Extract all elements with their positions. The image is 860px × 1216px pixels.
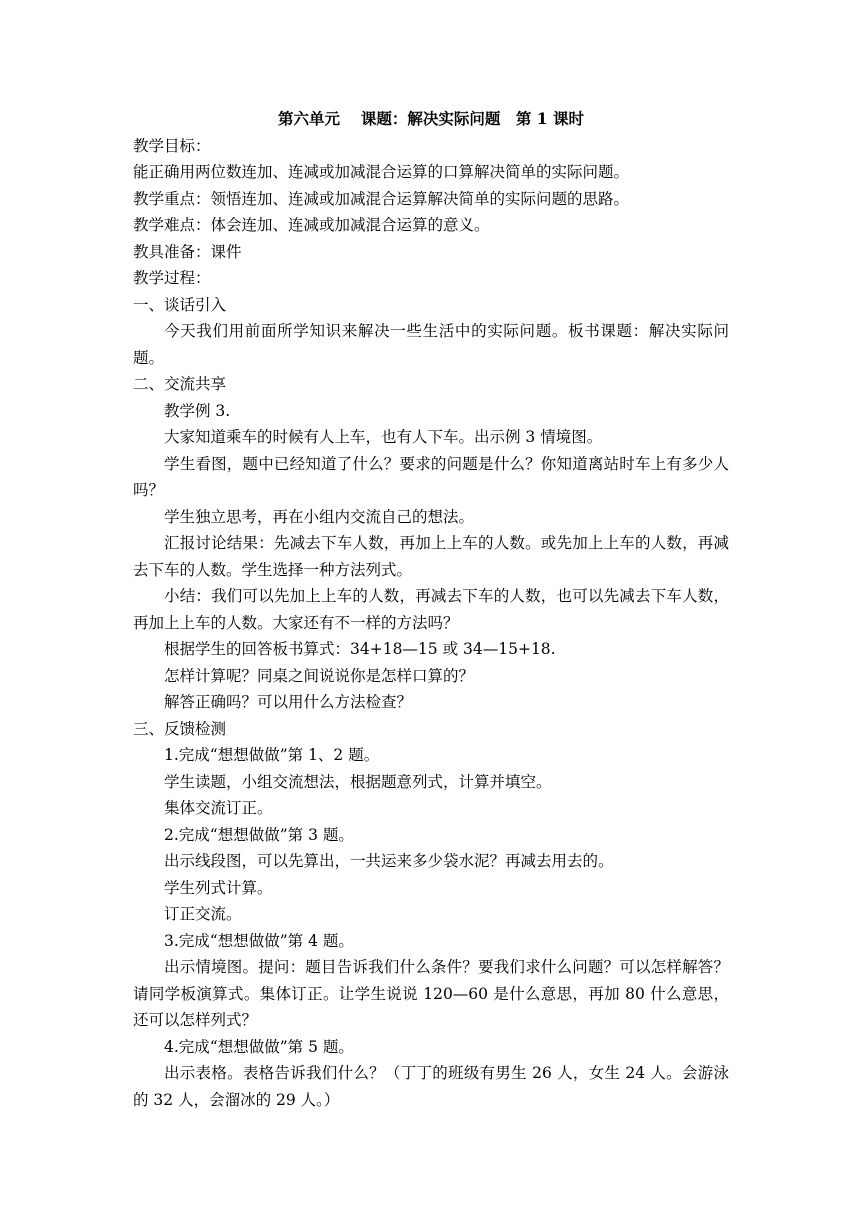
paragraph-check: 解答正确吗？可以用什么方法检查？ (164, 693, 413, 711)
exercise-1-correct: 集体交流订正。 (164, 799, 273, 817)
document-page (133, 106, 729, 1113)
exercise-2-correct: 订正交流。 (164, 905, 242, 923)
teaching-goals-heading: 教学目标： (133, 136, 211, 155)
teaching-key-point: 教学重点：领悟连加、连减或加减混合运算解决简单的实际问题的思路。 (133, 189, 630, 208)
exercise-4-heading: 4.完成“想想做做”第 5 题。 (164, 1037, 354, 1056)
exercise-2-text: 出示线段图，可以先算出，一共运来多少袋水泥？再减去用去的。 (164, 852, 614, 870)
paragraph-calculate: 怎样计算呢？同桌之间说说你是怎样口算的？ (164, 666, 475, 685)
paragraph-scenario: 大家知道乘车的时候有人上车，也有人下车。出示例 3 情境图。 (164, 428, 603, 446)
exercise-2-heading: 2.完成“想想做做”第 3 题。 (164, 825, 354, 844)
paragraph-report: 汇报讨论结果：先减去下车人数，再加上上车的人数。或先加上上车的人数，再减去下车的人数。学生选择一种方法列式。 (133, 534, 729, 579)
teaching-difficulty: 教学难点：体会连加、连减或加减混合运算的意义。 (133, 216, 490, 234)
section-heading-feedback: 三、反馈检测 (133, 719, 227, 738)
teaching-process-heading: 教学过程： (133, 269, 211, 287)
exercise-3-heading: 3.完成“想想做做”第 4 题。 (164, 931, 354, 950)
paragraph-think: 学生独立思考，再在小组内交流自己的想法。 (164, 507, 475, 526)
exercise-1-heading: 1.完成“想想做做”第 1、2 题。 (164, 746, 380, 764)
paragraph-formula: 根据学生的回答板书算式：34+18—15 或 34—15+18. (164, 640, 556, 658)
exercise-4-text: 出示表格。表格告诉我们什么？（丁丁的班级有男生 26 人，女生 24 人。会游泳的 32 人，会溜冰的 29 人。） (133, 1064, 729, 1109)
paragraph-summary: 小结：我们可以先加上上车的人数，再减去下车的人数，也可以先减去下车人数，再加上上车的人数。大家还有不一样的方法吗？ (133, 587, 729, 632)
paragraph-question: 学生看图，题中已经知道了什么？要求的问题是什么？你知道离站时车上有多少人吗？ (133, 454, 729, 499)
section-heading-share: 二、交流共享 (133, 375, 227, 393)
teaching-materials: 教具准备：课件 (133, 242, 242, 261)
exercise-1-text: 学生读题，小组交流想法，根据题意列式，计算并填空。 (164, 772, 552, 791)
lesson-title: 第六单元 课题：解决实际问题 第 1 课时 (278, 109, 584, 128)
paragraph-example: 教学例 3. (164, 401, 231, 420)
exercise-2-calc: 学生列式计算。 (164, 878, 273, 897)
exercise-3-text: 出示情境图。提问：题目告诉我们什么条件？要我们求什么问题？可以怎样解答？请同学板演算式。集体订正。让学生说说 120—60 是什么意思，再加 80 什么意思，还可以怎样列式？ (133, 958, 729, 1029)
section-heading-intro: 一、谈话引入 (133, 295, 227, 314)
paragraph-intro: 今天我们用前面所学知识来解决一些生活中的实际问题。板书课题：解决实际问题。 (133, 322, 729, 367)
teaching-goals-text: 能正确用两位数连加、连减或加减混合运算的口算解决简单的实际问题。 (133, 163, 630, 181)
